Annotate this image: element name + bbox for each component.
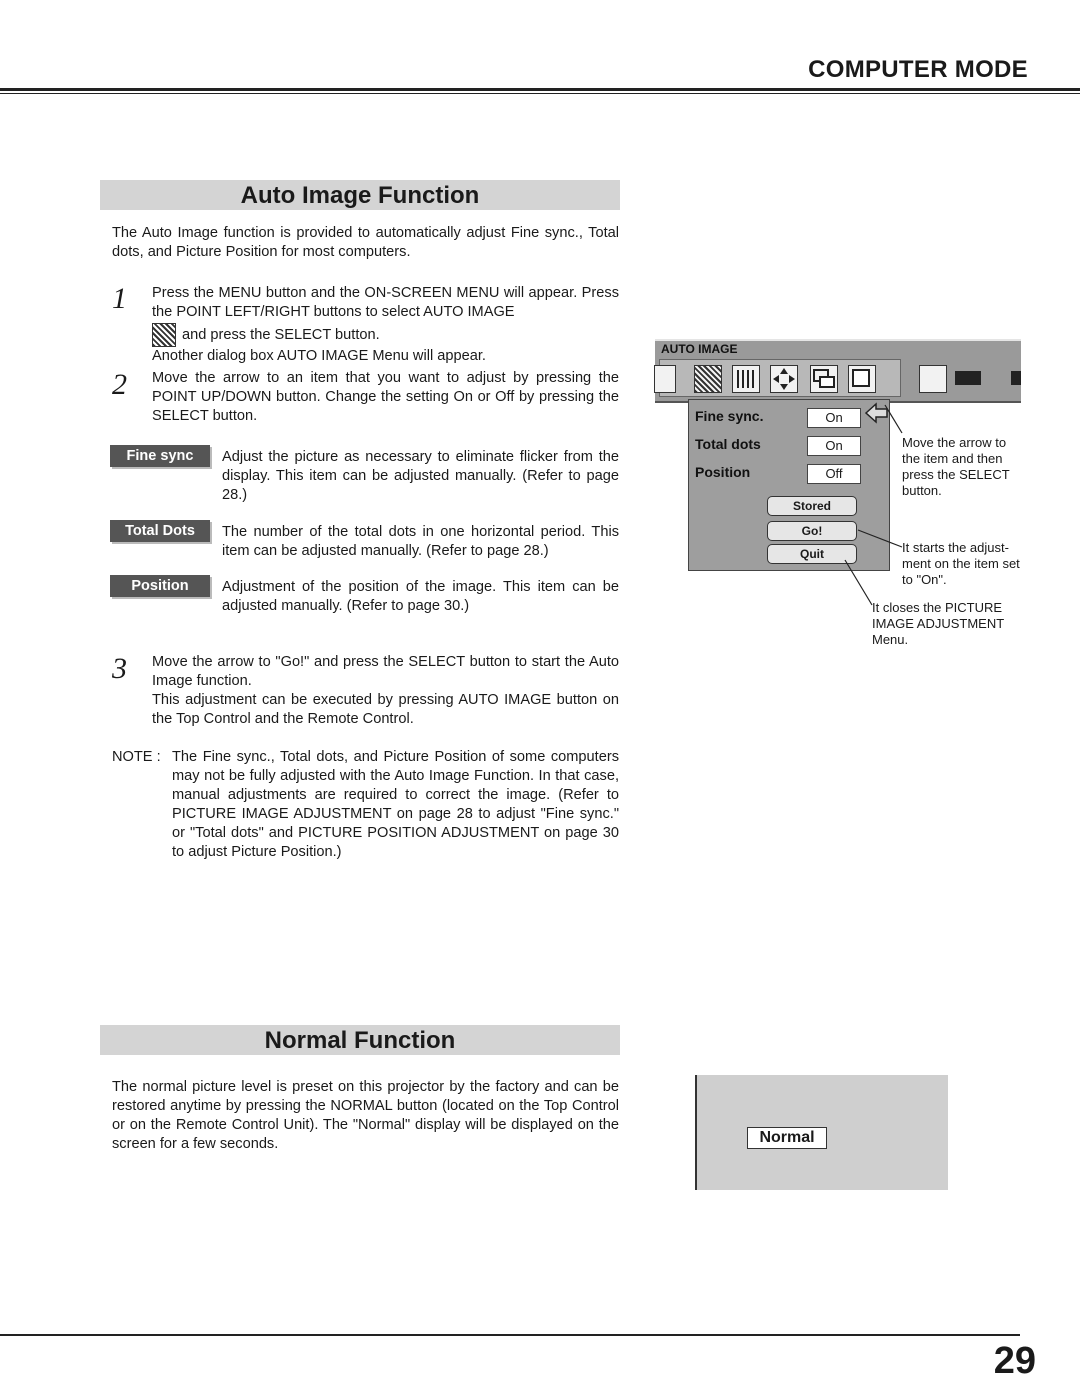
step-3-text [152,653,619,729]
tag-position: Position [110,575,210,597]
callout-closes-menu: It closes the PICTURE IMAGE ADJUSTMENT Menu. [872,600,1004,647]
step-3-line1: Move the arrow to "Go!" and press the SELECT button to start the Auto Image function. [152,654,619,689]
step-1-line2: and press the SELECT button. [182,326,380,343]
position-description: Adjustment of the position of the image. This item can be adjusted manually. (Refer to page 30.) [222,579,619,614]
note-label: NOTE : [112,749,161,765]
dialog-label-position: Position [695,464,751,480]
position-menu-icon[interactable] [770,365,798,393]
menu-icon-cutoff [1011,371,1021,385]
footer-rule [0,1334,1020,1336]
menu-icon-row [659,359,901,397]
tag-total-dots: Total Dots [110,520,210,542]
step-2-text: Move the arrow to an item that you want to adjust by pressing the POINT UP/DOWN button. Change the setting On or Off by pressing the SELECT button. [152,370,619,424]
dialog-value-position[interactable]: Off [807,464,861,484]
step-1-line1: Press the MENU button and the ON-SCREEN MENU will appear. Press the POINT LEFT/RIGHT buttons to select AUTO IMAGE [152,285,619,320]
auto-image-intro: The Auto Image function is provided to automatically adjust Fine sync., Total dots, and Picture Position for most computers. [112,225,619,260]
normal-display-label: Normal [747,1127,827,1149]
total-dots-description: The number of the total dots in one horizontal period. This item can be adjusted manually. (Refer to page 28.) [222,524,619,559]
callout-lines [840,395,910,610]
callout-starts-adjustment: It starts the adjust-ment on the item set to "On". [902,540,1020,587]
normal-description: The normal picture level is preset on this projector by the factory and can be restored anytime by pressing the NORMAL button (located on the Top Control or on the Remote Control Unit). The "Normal" display will be displayed on the screen for a few seconds. [112,1079,619,1152]
dialog-label-fine-sync: Fine sync. [695,408,764,424]
normal-heading: Normal Function [100,1025,620,1055]
fine-sync-description: Adjust the picture as necessary to eliminate flicker from the display. This item can be adjusted manually. (Refer to page 28.) [222,449,619,503]
dialog-value-total-dots[interactable]: On [807,436,861,456]
menu-icon-partial [654,365,676,393]
step-3-line2: This adjustment can be executed by pressing AUTO IMAGE button on the Top Control and the Remote Control. [152,692,619,727]
dialog-label-total-dots: Total dots [695,436,761,452]
page-header-title: COMPUTER MODE [808,56,1028,83]
screen-menu-icon[interactable] [848,365,876,393]
normal-display-screen [695,1075,948,1190]
onscreen-menu-bar [655,339,1021,403]
dialog-value-fine-sync[interactable]: On [807,408,861,428]
step-3-number: 3 [112,652,127,685]
tag-fine-sync: Fine sync [110,445,210,467]
callout-move-arrow: Move the arrow to the item and then press the SELECT button. [902,435,1010,498]
fine-sync-menu-icon[interactable] [732,365,760,393]
auto-image-heading: Auto Image Function [100,180,620,210]
step-2-number: 2 [112,368,127,401]
step-1-text [152,284,619,366]
step-1-number: 1 [112,282,127,315]
page-number: 29 [993,1340,1036,1382]
monitor-menu-icon[interactable] [810,365,838,393]
projector-menu-icon[interactable] [955,371,981,385]
go-button[interactable]: Go! [767,521,857,541]
header-rule [0,88,1080,91]
step-1-line2-wrap [152,323,619,347]
step-1-line3: Another dialog box AUTO IMAGE Menu will appear. [152,348,486,364]
header-rule-thin [0,93,1080,94]
quit-button[interactable]: Quit [767,544,857,564]
auto-image-icon [152,323,176,347]
page-menu-icon[interactable] [919,365,947,393]
stored-button[interactable]: Stored [767,496,857,516]
note-text: The Fine sync., Total dots, and Picture Position of some computers may not be fully adjusted with the Auto Image Function. In that case, manual adjustments are required to correct the image. (Refer to PICTURE IMAGE ADJUSTMENT on page 28 to adjust "Fine sync." or "Total dots" and PICTURE POSITION ADJUSTMENT on page 30 to adjust Picture Position.) [172,749,619,860]
auto-image-menu-icon[interactable] [694,365,722,393]
menu-title: AUTO IMAGE [661,342,738,356]
